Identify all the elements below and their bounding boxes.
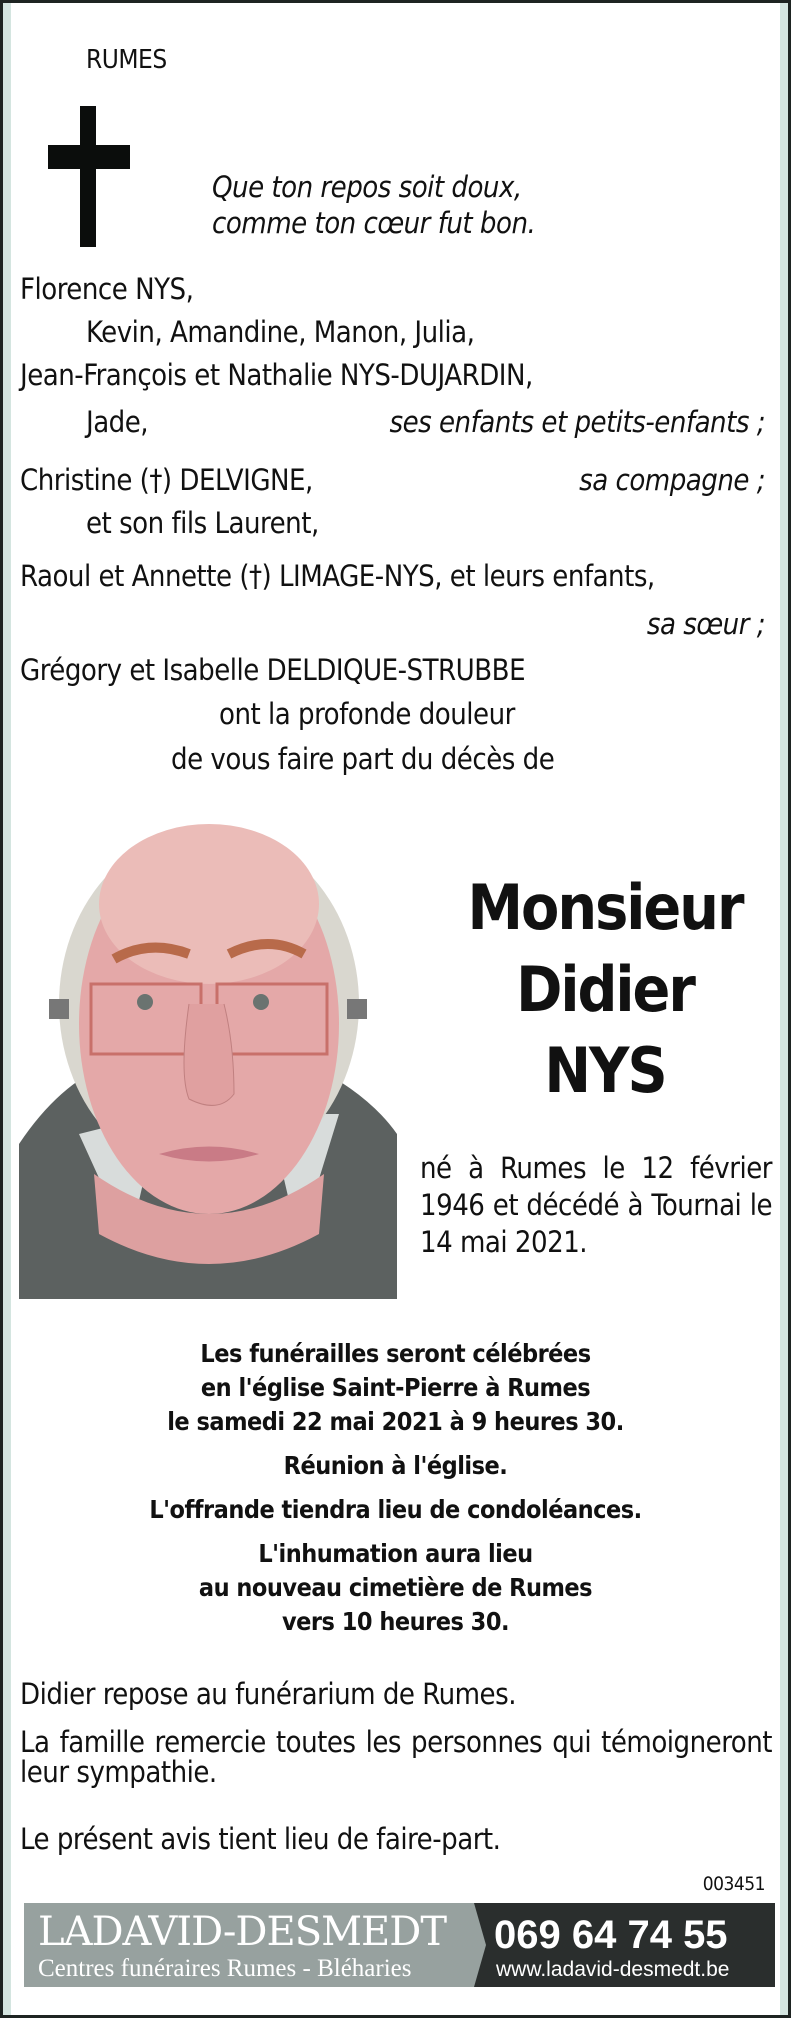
family-role: sa sœur ;	[646, 607, 765, 641]
family-line: Jean-François et Nathalie NYS-DUJARDIN,	[20, 358, 533, 392]
family-line: Jade,	[86, 405, 149, 439]
deceased-title: Monsieur	[467, 871, 743, 944]
town-heading: RUMES	[86, 45, 167, 75]
funeral-home-logo: LADAVID-DESMEDT	[38, 1909, 447, 1955]
ceremony-line: Réunion à l'église.	[283, 1451, 508, 1480]
ceremony-line: Les funérailles seront célébrées	[200, 1339, 591, 1368]
ceremony-line: le samedi 22 mai 2021 à 9 heures 30.	[167, 1407, 624, 1436]
ceremony-line: L'offrande tiendra lieu de condoléances.	[149, 1495, 642, 1524]
quote-line-2: comme ton cœur fut bon.	[212, 206, 536, 240]
ceremony-line: L'inhumation aura lieu	[258, 1539, 533, 1568]
ceremony-line: vers 10 heures 30.	[281, 1607, 510, 1636]
family-line: Grégory et Isabelle DELDIQUE-STRUBBE	[20, 653, 526, 687]
closing-line: Didier repose au funérarium de Rumes.	[20, 1677, 516, 1711]
website-link[interactable]: www.ladavid-desmedt.be	[496, 1958, 730, 1981]
deceased-last-name: NYS	[544, 1034, 666, 1107]
family-line: et son fils Laurent,	[86, 506, 319, 540]
birth-death-dates: né à Rumes le 12 février 1946 et décédé à Tournai le 14 mai 2021.	[420, 1151, 772, 1259]
family-line: Florence NYS,	[20, 272, 194, 306]
deceased-first-name: Didier	[516, 953, 694, 1026]
closing-line: La famille remercie toutes les personnes qui témoigneront leur sympathie.	[20, 1725, 772, 1789]
ceremony-line: au nouveau cimetière de Rumes	[198, 1573, 593, 1602]
closing-line: Le présent avis tient lieu de faire-part.	[20, 1822, 501, 1856]
phone-number: 069 64 74 55	[494, 1913, 728, 1957]
funeral-home-subtitle: Centres funéraires Rumes - Bléharies	[38, 1955, 412, 1982]
funeral-home-banner	[24, 1903, 775, 1987]
ceremony-line: en l'église Saint-Pierre à Rumes	[200, 1373, 591, 1402]
quote-line-1: Que ton repos soit doux,	[212, 170, 522, 204]
portrait-photo	[19, 814, 397, 1299]
family-line: Raoul et Annette (†) LIMAGE-NYS, et leurs enfants,	[20, 559, 655, 593]
family-role: ses enfants et petits-enfants ;	[389, 405, 765, 439]
announcement-line: de vous faire part du décès de	[171, 742, 555, 776]
announcement-line: ont la profonde douleur	[219, 697, 515, 731]
family-line: Kevin, Amandine, Manon, Julia,	[86, 315, 475, 349]
family-role: sa compagne ;	[579, 463, 765, 497]
reference-number: 003451	[702, 1873, 765, 1895]
family-line: Christine (†) DELVIGNE,	[20, 463, 313, 497]
